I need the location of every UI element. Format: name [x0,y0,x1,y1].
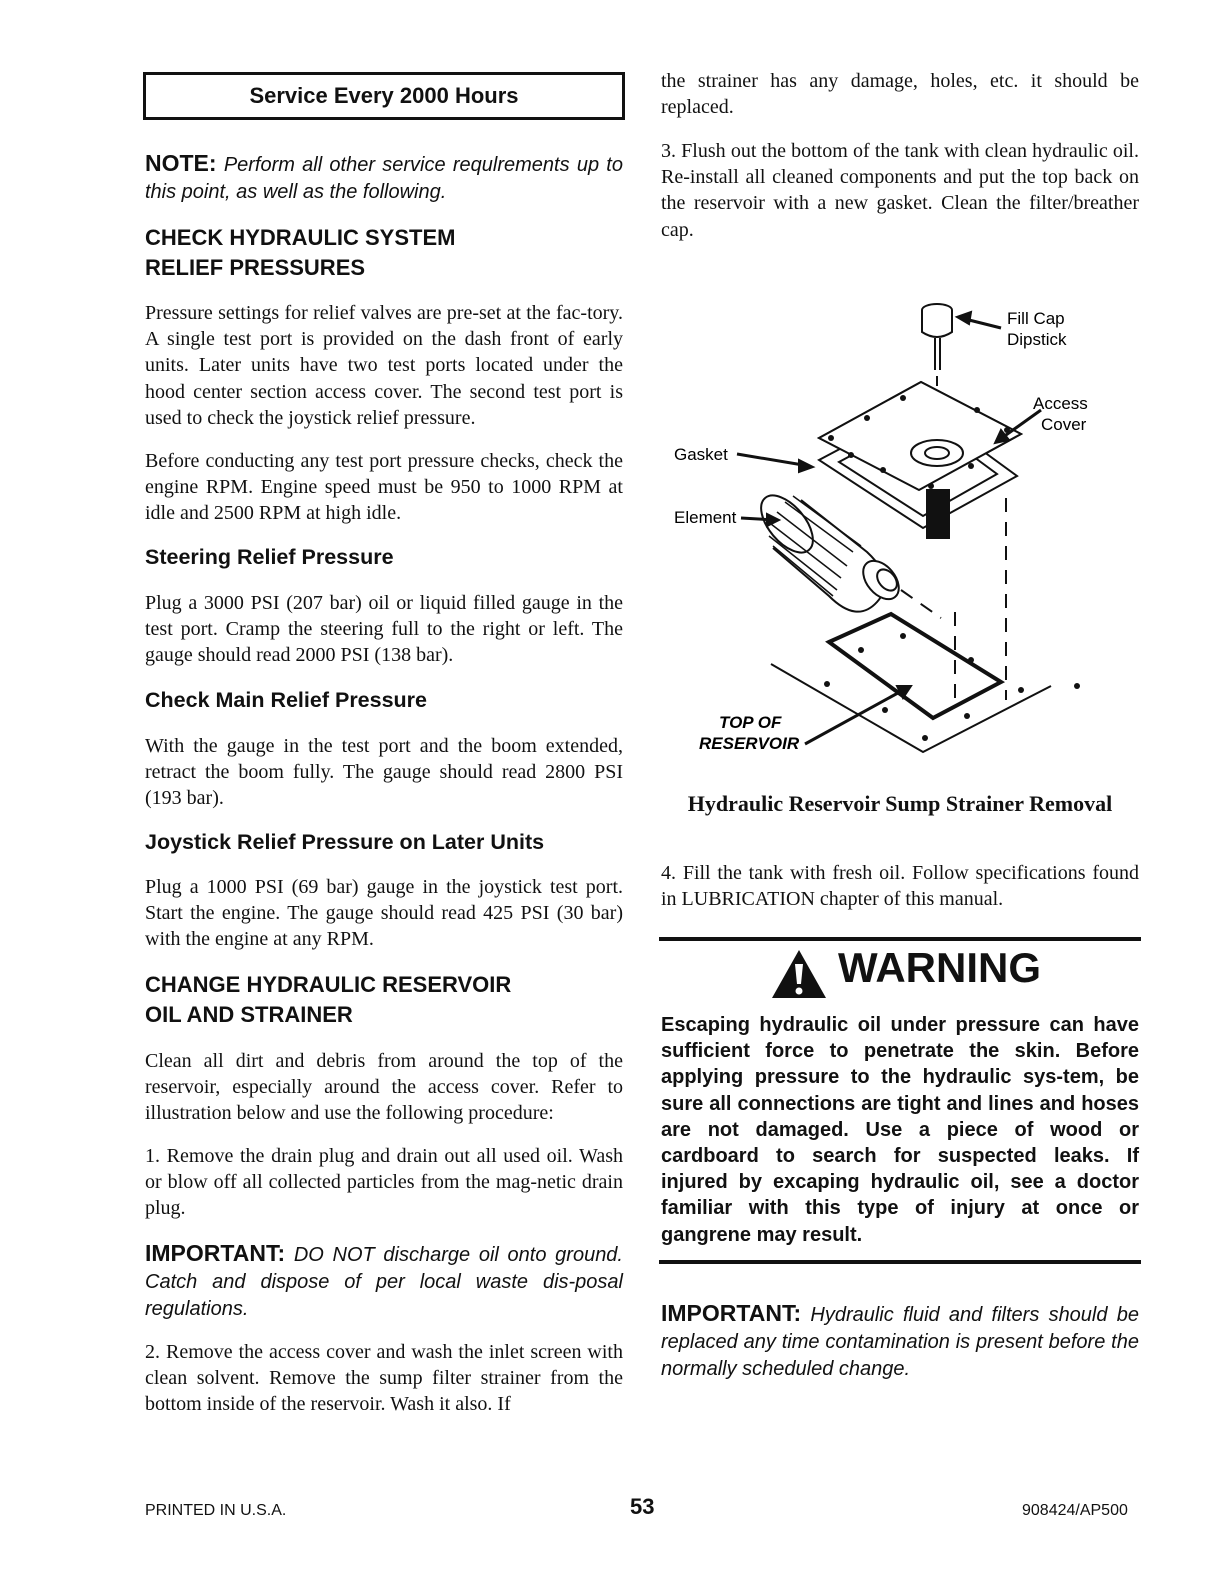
heading-change-line1: CHANGE HYDRAULIC RESERVOIR [145,972,512,997]
important-discharge [145,1240,623,1323]
warning-top-rule [659,937,1141,941]
heading-check-line1: CHECK HYDRAULIC SYSTEM [145,225,456,250]
important-fluid-text: Hydraulic fluid and filters should be replaced any time contamination is present before the normally scheduled change. [661,1304,1139,1380]
paragraph-pressure-settings: Pressure settings for relief valves are pre-set at the fac-tory. A single test port is provided on the dash front of early units. Later units have two test ports located under the hood center section access cover. The second test port is used to check the joystick relief pressure. [145,302,623,429]
heading-main-relief: Check Main Relief Pressure [145,688,428,712]
heading-joystick-relief: Joystick Relief Pressure on Later Units [145,830,545,854]
label-fill-cap: Fill Cap [1007,309,1065,328]
paragraph-step-3: 3. Flush out the bottom of the tank with clean hydraulic oil. Re-install all cleaned components and put the top back on the reservoir with a new gasket. Clean the filter/breather cap. [661,140,1139,241]
label-gasket: Gasket [674,445,728,464]
label-top-of: TOP OF [719,713,782,732]
note-paragraph [145,150,623,206]
figure-caption: Hydraulic Reservoir Sump Strainer Removal [687,791,1113,816]
paragraph-strainer-cont: the strainer has any damage, holes, etc. it should be replaced. [661,70,1139,119]
heading-check-hydraulic [145,223,455,283]
reservoir-diagram [661,290,1139,770]
warning-text: Escaping hydraulic oil under pressure can have sufficient force to penetrate the skin. Before applying pressure to the hydraulic sys-tem, be sure all connections are tight and lines and hoses are not damaged. Use a piece of wood or cardboard to search for suspected leaks. If injured by excaping hydraulic oil, see a doctor familiar with this type of injury at once or gangrene may result. [661,1014,1139,1246]
label-reservoir: RESERVOIR [699,734,800,753]
paragraph-step-2: 2. Remove the access cover and wash the inlet screen with clean solvent. Remove the sump filter strainer from the bottom inside of the reservoir. Wash it also. If [145,1341,623,1416]
footer-printed: PRINTED IN U.S.A. [145,1502,287,1519]
heading-check-line2: RELIEF PRESSURES [145,255,366,280]
important-fluid [661,1300,1139,1383]
footer-doc-id: 908424/AP500 [1022,1502,1128,1519]
warning-triangle-icon [770,948,828,1000]
note-label: NOTE: [145,150,217,176]
fill-cap-icon [922,304,952,370]
paragraph-main-relief: With the gauge in the test port and the boom extended, retract the boom fully. The gauge should read 2800 PSI (193 bar). [145,735,623,810]
important-label: IMPORTANT: [145,1240,286,1266]
label-access: Access [1033,394,1088,413]
important-fluid-label: IMPORTANT: [661,1300,802,1326]
reservoir-opening [829,614,1001,718]
paragraph-step-4: 4. Fill the tank with fresh oil. Follow specifications found in LUBRICATION chapter of this manual. [661,862,1139,911]
element-cylinder-icon [751,486,906,611]
heading-change-reservoir [145,970,511,1030]
important-text: DO NOT discharge oil onto ground. Catch and dispose of per local waste dis-posal regulations. [145,1244,623,1320]
paragraph-steering: Plug a 3000 PSI (207 bar) oil or liquid filled gauge in the test port. Cramp the steering full to the right or left. The gauge should read 2000 PSI (138 bar). [145,592,623,667]
service-interval-box: Service Every 2000 Hours [143,72,625,120]
paragraph-joystick: Plug a 1000 PSI (69 bar) gauge in the joystick test port. Start the engine. The gauge should read 425 PSI (30 bar) with the engine at any RPM. [145,876,623,951]
label-cover: Cover [1041,415,1087,434]
paragraph-clean: Clean all dirt and debris from around the top of the reservoir, especially around the access cover. Refer to illustration below and use the following procedure: [145,1050,623,1125]
paragraph-step-1: 1. Remove the drain plug and drain out all used oil. Wash or blow off all collected particles from the mag-netic drain plug. [145,1145,623,1220]
warning-title: WARNING [838,944,1041,991]
heading-change-line2: OIL AND STRAINER [145,1002,353,1027]
label-dipstick: Dipstick [1007,330,1067,349]
paragraph-before-checks: Before conducting any test port pressure checks, check the engine RPM. Engine speed must be 950 to 1000 RPM at idle and 2500 RPM at high idle. [145,450,623,525]
warning-bottom-rule [659,1260,1141,1264]
heading-steering-relief: Steering Relief Pressure [145,545,394,569]
page-number: 53 [630,1494,655,1519]
note-text: Perform all other service requlrements up to this point, as well as the following. [145,154,623,203]
label-element: Element [674,508,737,527]
